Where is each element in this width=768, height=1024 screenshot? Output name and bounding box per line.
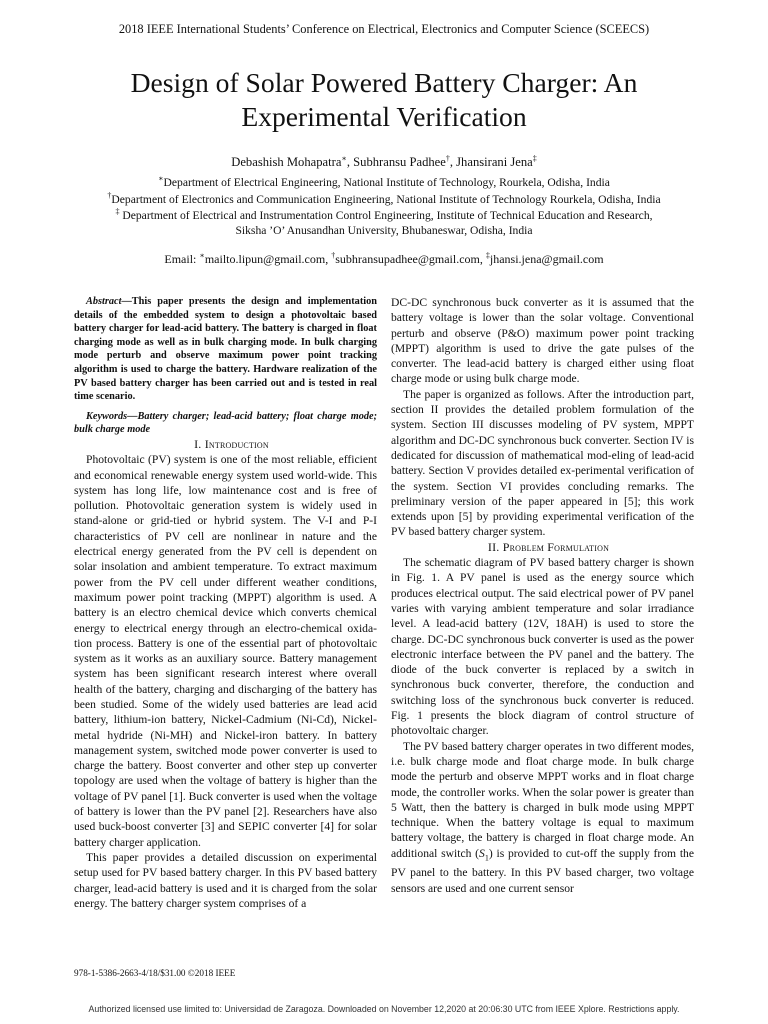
affiliation-text: Siksha ’O’ Anusandhan University, Bhubaneswar, Odisha, India: [235, 224, 533, 238]
affiliation-text: Department of Electronics and Communication Engineering, National Institute of Technology Rourkela, Odisha, India: [111, 192, 661, 206]
author-name: Debashish Mohapatra: [231, 155, 342, 170]
author-name: Jhansirani Jena: [456, 155, 533, 170]
switch-symbol: S: [479, 846, 485, 860]
paragraph: DC-DC synchronous buck converter as it is assumed that the battery voltage is lower than the solar voltage. Conventional perturb and observe (P&O) maximum power point tracking (MPPT) algorithm is used to drive the gate pulses of the converter. The lead-acid battery is charged either using float charge mode or using bulk charge mode.: [391, 296, 694, 386]
keywords: Keywords—Battery charger; lead-acid battery; float charge mode; bulk charge mode: [74, 410, 377, 436]
paragraph: [391, 739, 694, 896]
affiliation-text: Department of Electrical Engineering, National Institute of Technology, Rourkela, Odisha, India: [163, 175, 610, 189]
email-mark: †: [331, 251, 336, 260]
email-mark: ‡: [485, 251, 490, 260]
license-notice: Authorized licensed use limited to: Universidad de Zaragoza. Downloaded on November 12,2020 at 20:06:30 UTC from IEEE Xplore. Restrictions apply.: [88, 1004, 680, 1014]
email-mark: ∗: [199, 251, 205, 260]
abstract-label: Abstract: [86, 296, 122, 307]
email-address[interactable]: subhransupadhee@gmail.com,: [335, 252, 486, 266]
paragraph-text: ) is provided to cut-off the supply from the PV panel to the battery. In this PV based charger, two voltage sensors are used and one current sensor: [391, 846, 694, 895]
author-list: [0, 154, 768, 170]
copyright-line: 978-1-5386-2663-4/18/$31.00 ©2018 IEEE: [74, 968, 236, 978]
section-heading-problem-formulation: II. Problem Formulation: [487, 539, 610, 554]
affiliation-mark: ‡: [115, 207, 120, 216]
paragraph: The paper is organized as follows. After the introduction part, section II provides the detailed problem formulation of the system. Section III discusses modeling of PV system, MPPT algorithm and DC-DC synchronous buck converter. Section IV is dedicated for discussion of mathematical mod-eling of lead-acid battery. Section V provides detailed ex-perimental verification of the system. Section VI provides concluding remarks. The preliminary version of the paper appeared in [5]; this work extends upon [5] by providing experimental verification of the PV based battery charger system.: [391, 387, 694, 539]
switch-subscript: 1: [484, 853, 489, 862]
section-heading-introduction: I. Introduction: [194, 436, 269, 451]
email-line: [0, 251, 768, 267]
right-column: [391, 295, 694, 896]
affiliation-text: Department of Electrical and Instrumentation Control Engineering, Institute of Technical Education and Research,: [119, 208, 653, 222]
author-separator: ,: [346, 155, 354, 170]
author-mark: †: [445, 154, 450, 163]
paragraph-text: The PV based battery charger operates in two different modes, i.e. bulk charge mode and float charge mode. In bulk charge mode the perturb and observe MPPT works and in float charge mode, the controller works. When the solar power is greater than 5 Watt, then the battery is charged in bulk mode using MPPT technique. When the battery voltage is equal to maximum battery voltage, the battery is charged in float charge mode. An additional switch (: [391, 739, 694, 860]
author-name: Subhransu Padhee: [353, 155, 446, 170]
author-mark: ‡: [532, 154, 537, 163]
conference-header: 2018 IEEE International Students’ Conference on Electrical, Electronics and Computer Science (SCEECS): [118, 22, 650, 36]
affiliation-mark: ∗: [158, 174, 164, 183]
affiliation-3: [30, 204, 738, 239]
paper-title: Design of Solar Powered Battery Charger: An Experimental Verification: [130, 67, 638, 132]
paragraph: This paper provides a detailed discussion on experimental setup used for PV based battery charger. In this PV based battery charger, lead-acid battery is used and it is charged from the solar energy. The battery charger system comprises of a: [74, 850, 377, 910]
author-mark: ∗: [341, 154, 347, 163]
author-separator: ,: [449, 155, 457, 170]
left-column: [74, 295, 377, 911]
affiliation-mark: †: [107, 191, 112, 200]
email-address[interactable]: mailto.lipun@gmail.com,: [204, 252, 332, 266]
paragraph: The schematic diagram of PV based battery charger is shown in Fig. 1. A PV panel is used as the energy source which produces electrical output. The said electrical power of PV panel varies with varying ambient temperature and solar irradiance level. A lead-acid battery (12V, 18AH) is used to store the charge. DC-DC synchronous buck converter is used as the power electronic interface between the PV panel and the battery. The diode of the buck converter is replaced by a switch in synchronous buck converter, therefore, the conduction and switching loss of the synchronous buck converter is reduced. Fig. 1 presents the block diagram of control structure of photovoltaic charger.: [391, 556, 694, 738]
paragraph: Photovoltaic (PV) system is one of the most reliable, efficient and economical renewable energy system used world-wide. This system has long life, low maintenance cost and is free of pollution. Photovoltaic generation system is widely used in stand-alone or grid-tied or hybrid system. The V-I and P-I characteristics of PV cell are nonlinear in nature and the electrical energy generated from the PV cell is dependent on solar insolation and ambient temperature. To extract maximum power from the PV cell under different weather conditions, maximum power point tracking (MPPT) algorithm is used. A battery is an electro chemical device which converts chemical energy to electrical energy through an electro-chemical oxida-tion process. Battery is one of the essential part of photovoltaic system as it works as an auxiliary source. Battery management system has been significant research interest where overall health of the battery, charging and discharging of the battery has been studied. Some of the widely used batteries are lead acid battery, lithium-ion battery, Nickel-Cadmium (Ni-Cd), Nickel-metal hydride (Ni-MH) and Nickel-iron battery. In battery management system, switched mode power converter is used to charge the battery. Boost converter and other step up converter topology are used when the voltage of battery is higher than the voltage of PV panel [1]. Buck converter is used when the voltage of battery is lower than the PV panel [2]. Researchers have also used buck-boost converter [3] and SEPIC converter [4] for solar battery charger application.: [74, 453, 377, 849]
email-address[interactable]: jhansi.jena@gmail.com: [489, 252, 604, 266]
abstract-text: —This paper presents the design and implementation details of the embedded system to design a photovoltaic based battery charger for lead-acid battery. The battery is charged in float charging mode as well as in bulk charging mode. In bulk charging mode perturb and observe maximum power point tracking algorithm is used to charge the battery. Hardware realization of the PV based battery charger has been carried out and is tested in real time scenario.: [74, 296, 377, 403]
abstract: [74, 295, 377, 404]
email-label: Email:: [164, 252, 200, 266]
